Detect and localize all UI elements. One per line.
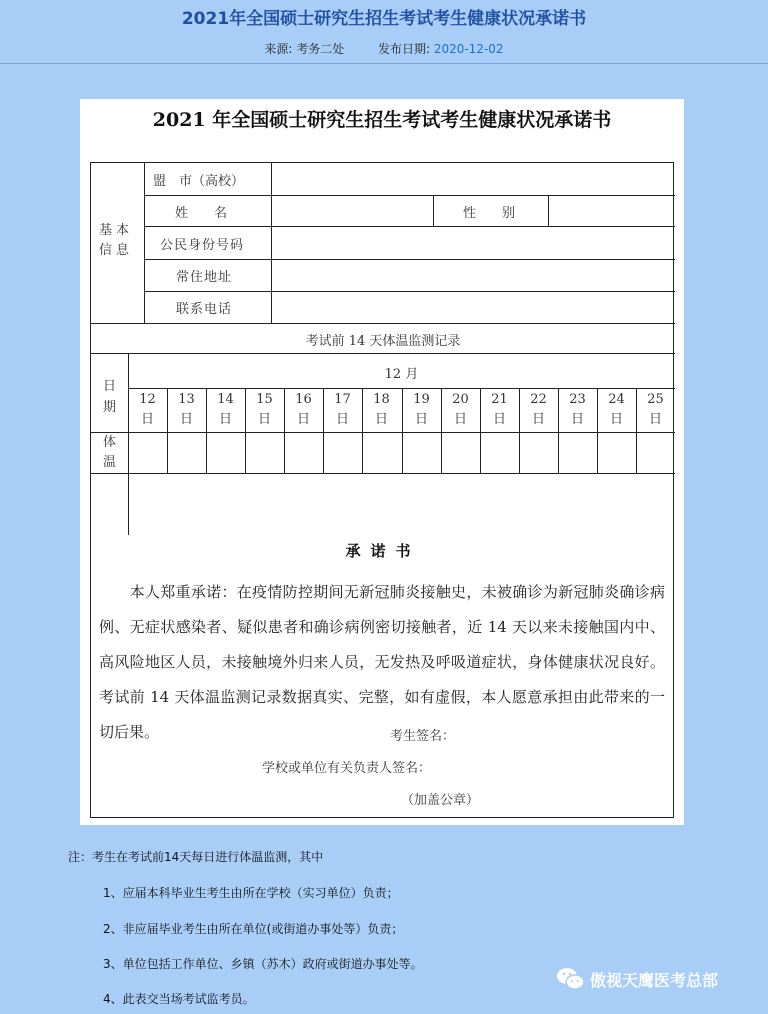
day-header-cell: 23 日 [569,392,586,427]
day-header-cell: 17 日 [334,392,351,427]
notes-intro: 注：考生在考试前14天每日进行体温监测，其中 [68,850,324,864]
address-label: 常住地址 [176,270,233,285]
day-header-cell: 25 日 [647,392,664,427]
header-divider [0,63,768,64]
date-row-label: 日期 [103,379,117,415]
day-header-cell: 19 日 [413,392,430,427]
publish-date: 2020-12-02 [433,42,504,56]
temp-record-title: 考试前 14 天体温监测记录 [305,334,461,349]
form-table [90,162,674,818]
day-header-cell: 12 日 [139,392,156,427]
phone-label: 联系电话 [176,302,233,317]
date-label: 发布日期: [377,42,430,56]
city-label: 盟 市（高校） [153,174,245,189]
day-header-cell: 20 日 [452,392,469,427]
basic-info-label: 基本信息 [99,223,134,258]
official-signature: 学校或单位有关负责人签名： [262,761,432,776]
wechat-icon [556,966,586,992]
day-header-cell: 14 日 [217,392,234,427]
source-label: 来源: 考务二处 [264,42,345,56]
day-header-cell: 13 日 [178,392,195,427]
note-item: 3、单位包括工作单位、乡镇（苏木）政府或街道办事处等。 [103,957,423,971]
page-header-title: 2021年全国硕士研究生招生考试考生健康状况承诺书 [181,9,587,29]
gender-label: 性 别 [463,206,516,221]
candidate-signature: 考生签名： [390,729,456,744]
day-header-cell: 15 日 [256,392,273,427]
month-label: 12 月 [384,367,419,382]
document-title: 2021 年全国硕士研究生招生考试考生健康状况承诺书 [152,109,612,131]
note-item: 2、非应届毕业考生由所在单位(或街道办事处等）负责； [103,922,404,936]
pledge-body: 本人郑重承诺：在疫情防控期间无新冠肺炎接触史，未被确诊为新冠肺炎确诊病例、无症状感染者、疑似患者和确诊病例密切接触者，近 14 天以来未接触国内中、高风险地区人员，未接触境外归来人员，无发热及呼吸道症状，身体健康状况良好。考试前 14 天体温监测记录数据真实、完整，如有虚假，本人愿意承担由此带来的一切后果。 [99,583,665,741]
day-header-cell: 16 日 [295,392,312,427]
day-header-cell: 18 日 [373,392,390,427]
note-item: 1、应届本科毕业生考生由所在学校（实习单位）负责； [103,886,399,900]
document-image [80,99,684,825]
watermark-text: 傲视天鹰医考总部 [590,971,719,990]
note-item: 4、此表交当场考试监考员。 [103,992,255,1006]
day-header-cell: 24 日 [608,392,625,427]
day-header-cell: 21 日 [491,392,508,427]
page-meta [0,40,768,57]
id-number-label: 公民身份号码 [160,238,245,253]
name-label: 姓 名 [175,206,228,221]
official-seal: （加盖公章） [401,793,480,808]
day-header-cell: 22 日 [530,392,547,427]
pledge-title: 承诺书 [345,542,421,560]
temp-row-label: 体温 [103,435,117,470]
